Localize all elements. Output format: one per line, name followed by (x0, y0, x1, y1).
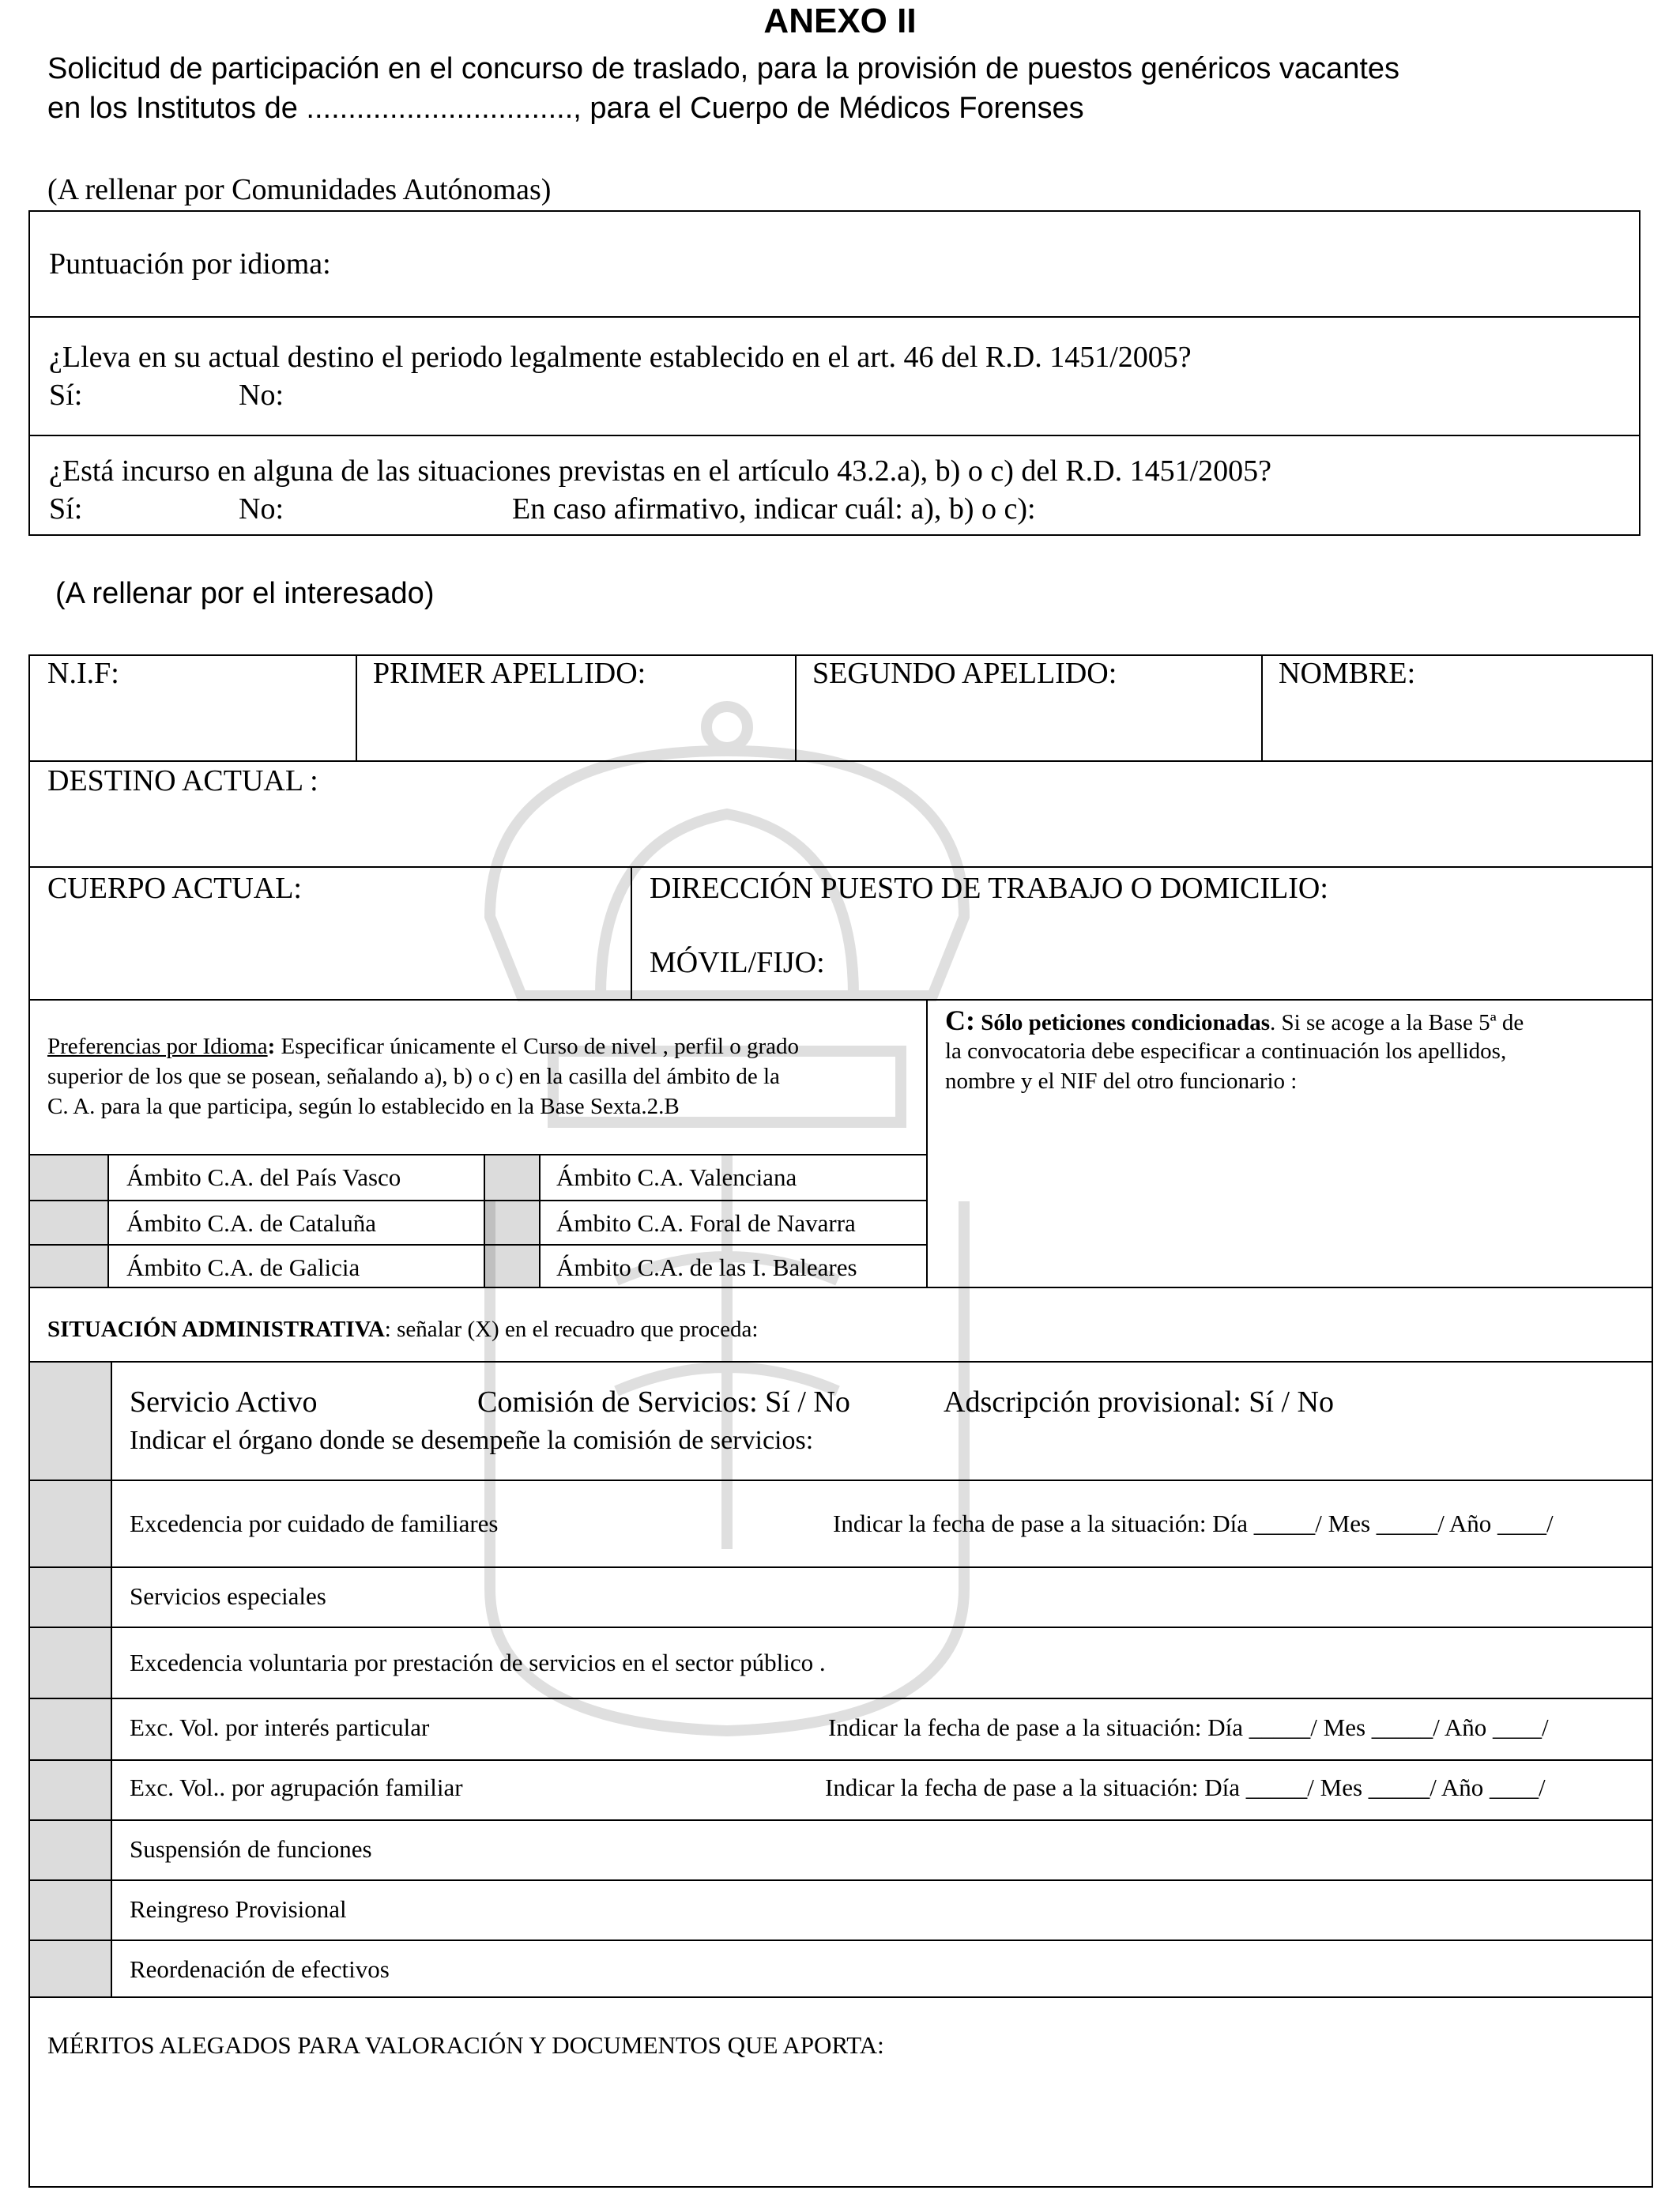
column-divider (631, 866, 632, 999)
admin-status-instruction: : señalar (X) en el recuadro que proceda: (384, 1317, 759, 1342)
conditional-line-1 (945, 1004, 1524, 1037)
page-subtitle (47, 49, 1636, 128)
current-post-field[interactable]: DESTINO ACTUAL : (47, 764, 318, 797)
question-situation-si[interactable]: Sí: (49, 492, 83, 526)
admin-status-heading (47, 1317, 758, 1343)
column-divider (926, 999, 928, 1287)
page-title: ANEXO II (763, 2, 917, 40)
language-preferences-line-2: superior de los que se posean, señalando a), b) o c) en la casilla del ámbito de la (47, 1064, 780, 1089)
conditional-line-3[interactable]: nombre y el NIF del otro funcionario : (945, 1069, 1298, 1094)
status-checkbox-reentry[interactable] (30, 1881, 111, 1940)
status-checkbox-reorganization[interactable] (30, 1941, 111, 1996)
column-divider (356, 656, 357, 760)
column-divider (107, 1154, 109, 1287)
status-suspension-label: Suspensión de funciones (130, 1835, 372, 1863)
phone-field[interactable]: MÓVIL/FIJO: (650, 946, 825, 979)
conditional-bold: Sólo peticiones condicionadas (975, 1010, 1271, 1035)
status-personal-interest-date[interactable]: Indicar la fecha de pase a la situación: Día _____/ Mes _____/ Año ____/ (828, 1713, 1549, 1741)
ccaa-row-divider (30, 316, 1639, 318)
ambito-valenciana[interactable]: Ámbito C.A. Valenciana (556, 1163, 797, 1191)
status-checkbox-personal-interest[interactable] (30, 1699, 111, 1759)
ambito-baleares[interactable]: Ámbito C.A. de las I. Baleares (556, 1253, 857, 1281)
question-situation-which[interactable]: En caso afirmativo, indicar cuál: a), b) o c): (512, 492, 1036, 526)
interesado-note: (A rellenar por el interesado) (55, 577, 435, 610)
row-divider (30, 1361, 1652, 1363)
row-divider (30, 1819, 1652, 1821)
question-situation: ¿Está incurso en alguna de las situaciones previstas en el artículo 43.2.a), b) o c) del R.D. 1451/2005? (49, 454, 1271, 488)
row-divider (30, 1480, 1652, 1481)
status-care-leave-label: Excedencia por cuidado de familiares (130, 1510, 499, 1537)
ambito-pais-vasco[interactable]: Ámbito C.A. del País Vasco (126, 1163, 401, 1191)
status-commission-organ[interactable]: Indicar el órgano donde se desempeñe la comisión de servicios: (130, 1426, 814, 1455)
status-special-services-label: Servicios especiales (130, 1582, 326, 1610)
first-surname-field[interactable]: PRIMER APELLIDO: (373, 657, 646, 690)
status-provisional-label[interactable]: Adscripción provisional: Sí / No (944, 1385, 1334, 1419)
question-situation-no[interactable]: No: (239, 492, 284, 526)
language-preferences-text (47, 1034, 799, 1060)
status-checkbox-care-leave[interactable] (30, 1481, 111, 1566)
subtitle-line-1: Solicitud de participación en el concurso de traslado, para la provisión de puestos genéricos vacantes (47, 52, 1400, 85)
ccaa-row-divider (30, 435, 1639, 436)
question-period: ¿Lleva en su actual destino el periodo legalmente establecido en el art. 46 del R.D. 1451/2005? (49, 341, 1192, 374)
idioma-score-label: Puntuación por idioma: (49, 247, 331, 281)
row-divider (30, 1940, 1652, 1941)
row-divider (30, 1154, 926, 1155)
subtitle-line-2: en los Institutos de ................................, para el Cuerpo de Médicos Forenses (47, 92, 1084, 125)
language-preferences-line-3: C. A. para la que participa, según lo establecido en la Base Sexta.2.B (47, 1094, 680, 1119)
status-checkbox-special-services[interactable] (30, 1568, 111, 1627)
status-public-sector-label: Excedencia voluntaria por prestación de servicios en el sector público . (130, 1649, 826, 1676)
row-divider (30, 1244, 926, 1246)
language-preferences-title: Preferencias por Idioma (47, 1034, 268, 1059)
column-divider (1261, 656, 1263, 760)
row-divider (30, 760, 1652, 762)
checkbox-column-divider (111, 1361, 112, 1996)
status-family-grouping-label: Exc. Vol.. por agrupación familiar (130, 1774, 463, 1801)
second-surname-field[interactable]: SEGUNDO APELLIDO: (812, 657, 1117, 690)
row-divider (30, 866, 1652, 868)
column-divider (795, 656, 797, 760)
status-checkbox-family-grouping[interactable] (30, 1761, 111, 1819)
address-field[interactable]: DIRECCIÓN PUESTO DE TRABAJO O DOMICILIO: (650, 872, 1328, 905)
status-reentry-label: Reingreso Provisional (130, 1895, 347, 1923)
question-period-no[interactable]: No: (239, 379, 284, 412)
current-body-field[interactable]: CUERPO ACTUAL: (47, 872, 302, 905)
ambito-galicia[interactable]: Ámbito C.A. de Galicia (126, 1253, 360, 1281)
row-divider (30, 1698, 1652, 1699)
merits-field[interactable]: MÉRITOS ALEGADOS PARA VALORACIÓN Y DOCUMENTOS QUE APORTA: (47, 2031, 884, 2059)
applicant-form (28, 654, 1653, 2188)
column-divider (484, 1154, 485, 1287)
row-divider (30, 1996, 1652, 1998)
conditional-line-2: la convocatoria debe especificar a continuación los apellidos, (945, 1039, 1507, 1064)
ambito-navarra[interactable]: Ámbito C.A. Foral de Navarra (556, 1209, 856, 1237)
status-family-grouping-date[interactable]: Indicar la fecha de pase a la situación: Día _____/ Mes _____/ Año ____/ (825, 1774, 1546, 1801)
conditional-rest: . Si se acoge a la Base 5ª de (1270, 1010, 1524, 1035)
row-divider (30, 1566, 1652, 1568)
status-personal-interest-label: Exc. Vol. por interés particular (130, 1713, 430, 1741)
column-divider (539, 1154, 541, 1287)
ambito-checkbox-column-right (484, 1155, 539, 1287)
ccaa-box (28, 210, 1640, 536)
row-divider (30, 1879, 1652, 1881)
row-divider (30, 1627, 1652, 1628)
language-preferences-colon: : (267, 1034, 276, 1059)
question-period-si[interactable]: Sí: (49, 379, 83, 412)
status-checkbox-suspension[interactable] (30, 1821, 111, 1879)
row-divider (30, 1200, 926, 1201)
conditional-letter: C: (945, 1005, 975, 1036)
language-preferences-line-1: Especificar únicamente el Curso de nivel , perfil o grado (275, 1034, 800, 1059)
ambito-checkbox-column-left (30, 1155, 107, 1287)
row-divider (30, 999, 1652, 1001)
status-care-leave-date[interactable]: Indicar la fecha de pase a la situación: Día _____/ Mes _____/ Año ____/ (833, 1510, 1554, 1537)
ambito-cataluna[interactable]: Ámbito C.A. de Cataluña (126, 1209, 376, 1237)
row-divider (30, 1759, 1652, 1761)
status-checkbox-public-sector[interactable] (30, 1628, 111, 1698)
status-reorganization-label: Reordenación de efectivos (130, 1955, 390, 1983)
name-field[interactable]: NOMBRE: (1279, 657, 1416, 690)
ccaa-note: (A rellenar por Comunidades Autónomas) (47, 173, 552, 206)
admin-status-title: SITUACIÓN ADMINISTRATIVA (47, 1317, 385, 1342)
status-checkbox-active[interactable] (30, 1363, 111, 1480)
nif-field[interactable]: N.I.F: (47, 657, 119, 690)
row-divider (30, 1287, 1652, 1288)
status-active-label: Servicio Activo (130, 1385, 318, 1419)
status-commission-label[interactable]: Comisión de Servicios: Sí / No (477, 1385, 850, 1419)
